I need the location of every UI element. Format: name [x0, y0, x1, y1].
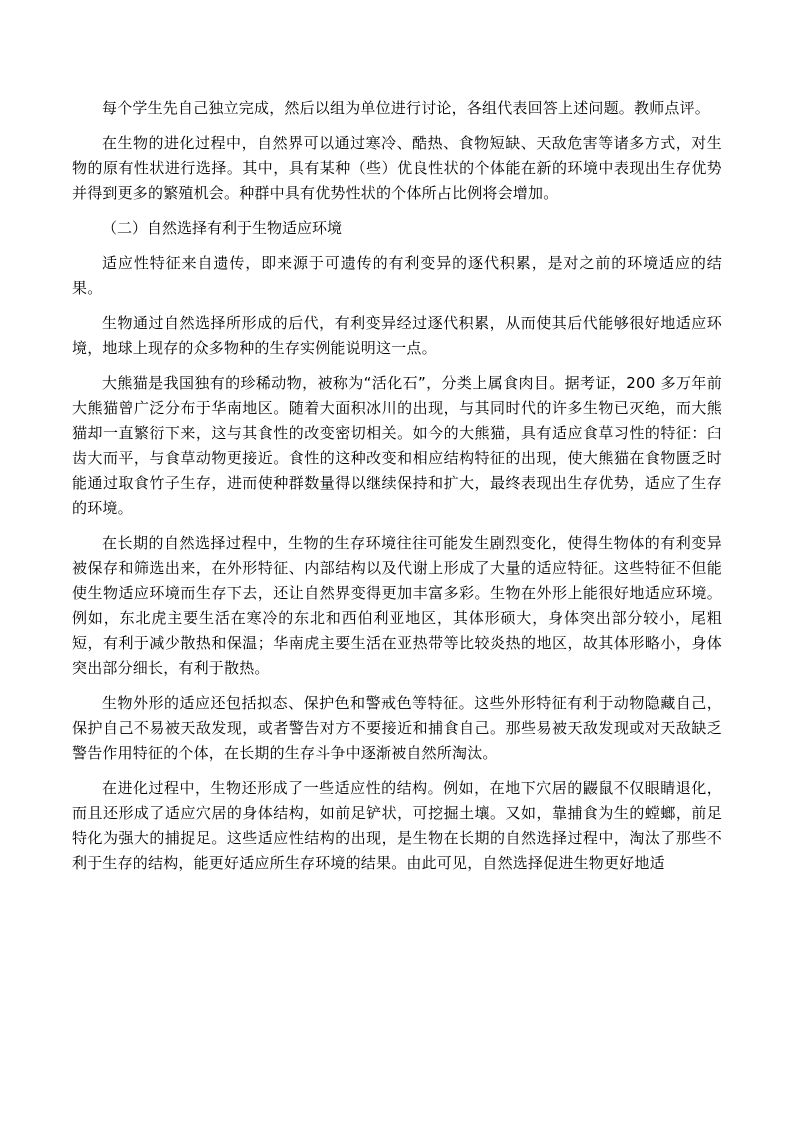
paragraph-mimicry: 生物外形的适应还包括拟态、保护色和警戒色等特征。这些外形特征有利于动物隐藏自己，保护自己不易被天敌发现，或者警告对方不要接近和捕食自己。那些易被天敌发现或对天敌缺乏警告作用特征的个体，在长期的生存斗争中逐渐被自然所淘汰。 — [72, 694, 722, 762]
paragraph-natural-selection: 在生物的进化过程中，自然界可以通过寒冷、酷热、食物短缺、天敌危害等诸多方式，对生物的原有性状进行选择。其中，具有某种（些）优良性状的个体能在新的环境中表现出生存优势并得到更多的繁殖机会。种群中具有优势性状的个体所占比例将会增加。 — [72, 134, 722, 202]
document-page — [72, 96, 722, 886]
section-heading: （二）自然选择有利于生物适应环境 — [102, 219, 343, 237]
paragraph-giant-panda: 大熊猫是我国独有的珍稀动物，被称为“活化石”，分类上属食肉目。据考证，200 多万年前大熊猫曾广泛分布于华南地区。随着大面积冰川的出现，与其同时代的许多生物已灭绝，而大熊猫却一直繁衍下来，这与其食性的改变密切相关。如今的大熊猫，具有适应食草习性的特征：臼齿大而平，与食草动物更接近。食性的这种改变和相应结构特征的出现，使大熊猫在食物匮乏时能通过取食竹子生存，进而使种群数量得以继续保持和扩大，最终表现出生存优势，适应了生存的环境。 — [72, 374, 722, 517]
paragraph-tigers: 在长期的自然选择过程中，生物的生存环境往往可能发生剧烈变化，使得生物体的有利变异被保存和筛选出来，在外形特征、内部结构以及代谢上形成了大量的适应特征。这些特征不但能使生物适应环境而生存下去，还让自然界变得更加丰富多彩。生物在外形上能很好地适应环境。例如，东北虎主要生活在寒冷的东北和西伯利亚地区，其体形硕大，身体突出部分较小，尾粗短，有利于减少散热和保温；华南虎主要生活在亚热带等比较炎热的地区，故其体形略小，身体突出部分细长，有利于散热。 — [72, 534, 722, 677]
paragraph-structures: 在进化过程中，生物还形成了一些适应性的结构。例如，在地下穴居的鼹鼠不仅眼睛退化，而且还形成了适应穴居的身体结构，如前足铲状，可挖掘土壤。又如，靠捕食为生的螳螂，前足特化为强大的捕捉足。这些适应性结构的出现，是生物在长期的自然选择过程中，淘汰了那些不利于生存的结构，能更好适应所生存环境的结果。由此可见，自然选择促进生物更好地适 — [72, 779, 722, 872]
paragraph-adaptive-traits: 适应性特征来自遗传，即来源于可遗传的有利变异的逐代积累，是对之前的环境适应的结果。 — [72, 254, 722, 297]
paragraph-offspring: 生物通过自然选择所形成的后代，有利变异经过逐代积累，从而使其后代能够很好地适应环境，地球上现存的众多物种的生存实例能说明这一点。 — [72, 314, 722, 357]
paragraph-group-discussion: 每个学生先自己独立完成，然后以组为单位进行讨论，各组代表回答上述问题。教师点评。 — [102, 99, 711, 117]
